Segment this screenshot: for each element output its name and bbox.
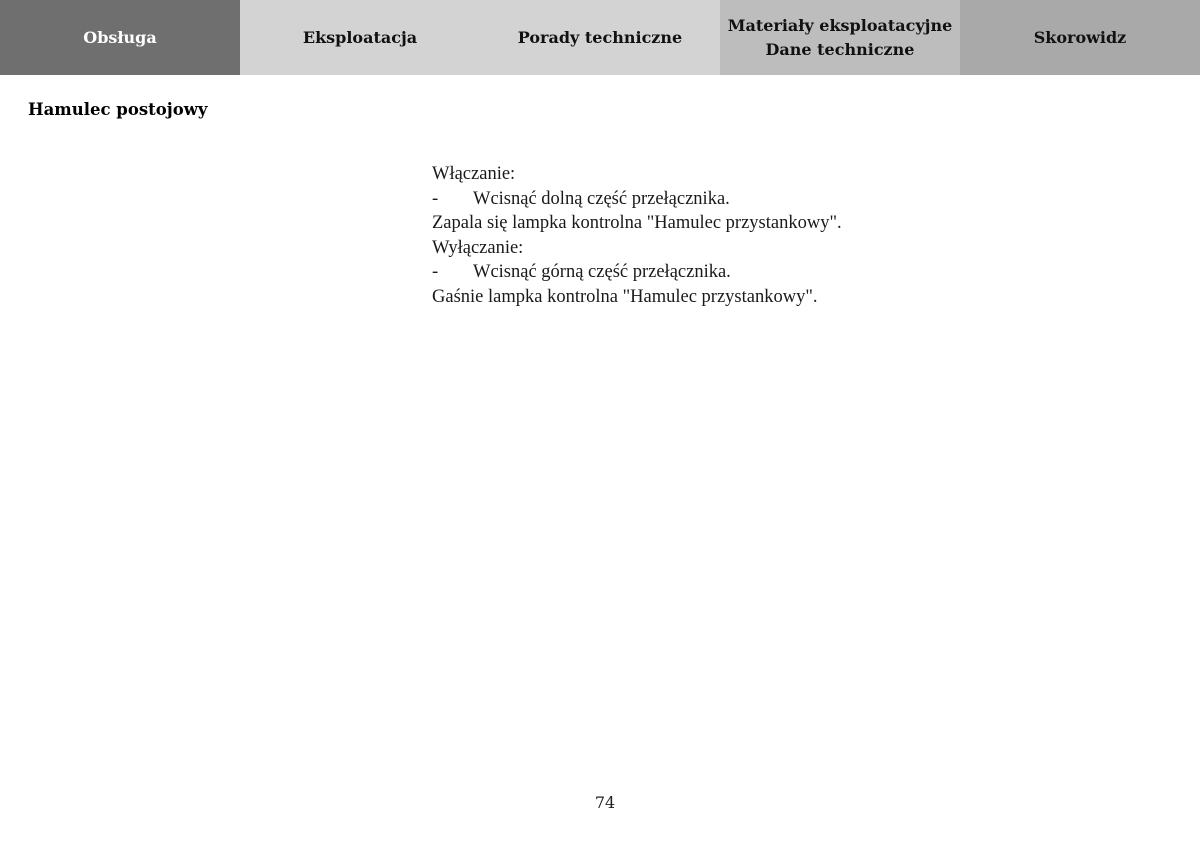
off-step-text: Wcisnąć górną część przełącznika. bbox=[473, 262, 731, 282]
tab-label: Skorowidz bbox=[1033, 27, 1127, 47]
off-heading: Wyłączanie: bbox=[432, 237, 524, 258]
tab-label: Obsługa bbox=[83, 27, 157, 47]
tab-porady-techniczne[interactable] bbox=[480, 0, 720, 75]
off-result: Gaśnie lampka kontrolna "Hamulec przystankowy". bbox=[432, 286, 818, 307]
tab-label: Porady techniczne bbox=[517, 27, 683, 47]
off-step bbox=[432, 260, 842, 285]
tab-label-line2: Dane techniczne bbox=[765, 39, 915, 59]
tab-materialy-dane-techniczne[interactable] bbox=[720, 0, 960, 75]
list-dash: - bbox=[432, 188, 439, 209]
on-result: Zapala się lampka kontrolna "Hamulec przystankowy". bbox=[432, 213, 842, 233]
tab-skorowidz[interactable] bbox=[960, 0, 1200, 75]
tab-eksploatacja[interactable] bbox=[240, 0, 480, 75]
instructions-block bbox=[432, 162, 842, 309]
page-number: 74 bbox=[594, 793, 616, 812]
tab-label: Eksploatacja bbox=[302, 27, 418, 47]
list-dash: - bbox=[432, 262, 439, 282]
on-heading: Włączanie: bbox=[432, 164, 516, 184]
on-step bbox=[432, 187, 842, 212]
on-step-text: Wcisnąć dolną część przełącznika. bbox=[473, 188, 730, 209]
section-tabs bbox=[0, 0, 1200, 75]
tab-label-line1: Materiały eksploatacyjne bbox=[727, 15, 953, 35]
section-title: Hamulec postojowy bbox=[28, 100, 208, 119]
tab-obsluga[interactable] bbox=[0, 0, 240, 75]
